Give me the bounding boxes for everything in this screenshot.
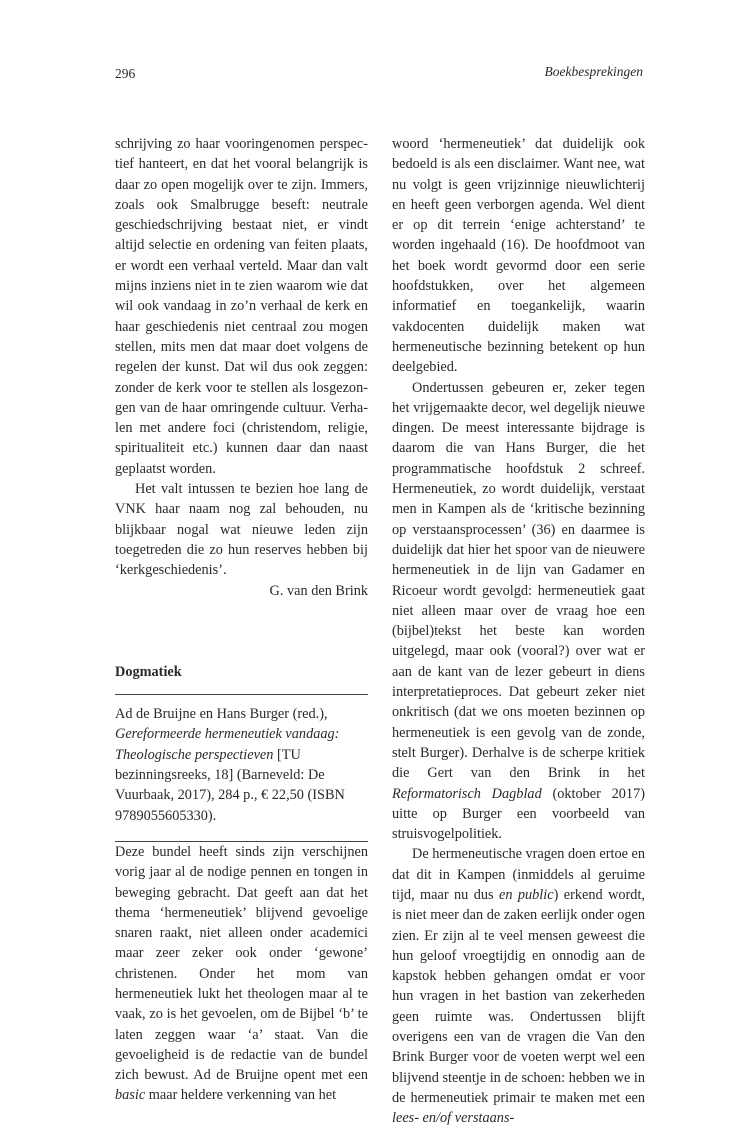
running-head: Boekbesprekingen [544, 64, 643, 79]
page-number: 296 [115, 66, 136, 81]
paragraph [392, 844, 645, 1128]
bibliographic-entry [115, 704, 368, 826]
text-run: ) erkend wordt, is niet meer dan de zaken eerlijk onder ogen zien. Er zijn al te veel mensen geweest die hun geloof vroegtijdig en onnodig aan de kapstok hebben gehangen omdat er voor hun vragen in het bastion van zekerheden geen ruimte was. Ondertussen blijft overigens een van de vragen die Van den Brink Burger voor de voeten werpt wel een blijvend steentje in de schoen: hebben we in de hermeneutiek primair te maken met een [392, 886, 645, 1106]
paragraph: schrijving zo haar vooringenomen perspectief hanteert, en dat het vooral belangrijk is daar zo open mogelijk over te zijn. Immers, zoals ook Smalbrugge beseft: neutrale geschiedschrijving bestaat niet, er vindt altijd selectie en ordening van feiten plaats, er wordt een verhaal verteld. Maar dan valt mijns inziens niet in te zien waarom wie dat wil ook vandaag in zo’n verhaal de kerk en haar geschiedenis niet centraal zou mogen stellen, mits men dat maar doet volgens de regelen der kunst. Dat wil dus ook zeggen: zonder de kerk voor te stellen als losgezongen van de haar omringende cultuur. Verhalen met andere foci (christendom, religie, spiritualiteit etc.) kunnen daar dan naast geplaatst worden. [115, 136, 368, 477]
bib-text [115, 704, 368, 826]
divider [115, 694, 368, 695]
bib-title: Gereformeerde hermeneutiek vandaag: Theologische perspectieven [115, 726, 340, 763]
italic-text: lees- en/of verstaans- [392, 1110, 515, 1127]
text-run: maar heldere verkenning van het [145, 1087, 337, 1104]
text-run: (oktober 2017) uitte op Burger een voorbeeld van struisvogelpolitiek. [392, 785, 645, 843]
italic-text: basic [115, 1087, 146, 1104]
text-run: De hermeneutische vragen doen ertoe en dat dit in Kampen (inmiddels al geruime tijd, maar nu dus [392, 846, 646, 903]
paragraph [115, 842, 368, 1106]
paragraph [392, 378, 645, 845]
italic-text: Reformatorisch Dagblad [392, 785, 542, 802]
left-column [115, 134, 368, 1106]
bib-authors: Ad de Bruijne en Hans Burger (red.), [115, 706, 328, 723]
text-run: Deze bundel heeft sinds zijn verschijnen vorig jaar al de nodige pennen en tongen in beweging gebracht. Dat geeft aan dat het thema ‘hermeneutiek’ blijvend gevoelige snaren raakt, niet alleen onder academici maar zeer zeker ook onder ‘gewone’ christenen. Onder het mom van hermeneutiek lukt het theologen maar al te vaak, zo is het gevoelen, om de Bijbel ‘b’ te laten zeggen waar ‘a’ staat. Van die gevoeligheid is de redactie van de bundel zich bewust. Ad de Bruijne opent met een [115, 843, 368, 1084]
paragraph: woord ‘hermeneutiek’ dat duidelijk ook bedoeld is als een disclaimer. Want nee, wat nu volgt is geen vrijzinnige nieuwlichterij en heeft geen verborgen agenda. Wel dient er op dit terrein ‘enige achterstand’ te worden ingehaald (16). De hoofdmoot van het boek wordt gevormd door een serie hoofdstukken, over het algemeen informatief en toegankelijk, waarin vakdocenten duidelijk maken wat hermeneutische bezinning betekent op hun deelgebied. [392, 136, 645, 376]
paragraph: Het valt intussen te bezien hoe lang de VNK haar naam nog zal behouden, nu blijkbaar nogal wat nieuwe leden zijn toegetreden die zo hun reserves hebben bij ‘kerkgeschiedenis’. [115, 481, 368, 579]
right-column [392, 134, 645, 1129]
section-heading: Dogmatiek [115, 663, 182, 680]
italic-text: en public [498, 886, 554, 903]
bib-details: [TU bezinningsreeks, 18] (Barneveld: De Vuurbaak, 2017), 284 p., € 22,50 (ISBN 9789055605330). [115, 746, 345, 824]
text-run: Ondertussen gebeuren er, zeker tegen het vrijgemaakte decor, wel degelijk nieuwe dingen. De meest interessante bijdrage is daarom die van Hans Burger, die het programmatische hoofdstuk 2 schreef. Hermeneutiek, zo wordt duidelijk, verstaat men in Kampen als de ‘kritische bezinning op verstaansprocessen’ (36) en daarmee is duidelijk dat hier het spoor van de nieuwere hermeneutiek in de lijn van Gadamer en Ricoeur wordt gevolgd: hermeneutiek gaat niet alleen maar over de vraag hoe een (bijbel)tekst het beste kan worden uitgelegd, maar ook (vooral?) over wat er aan de kant van de lezer gebeurt in diens interpretatieproces. Dat gebeurt zeker niet onkritisch (dat we ons moeten bezinnen op hermeneutiek is een gevolg van de zonde, stelt Burger). Derhalve is de scherpe kritiek die Gert van den Brink in het [392, 379, 645, 782]
review-signature: G. van den Brink [269, 582, 368, 599]
